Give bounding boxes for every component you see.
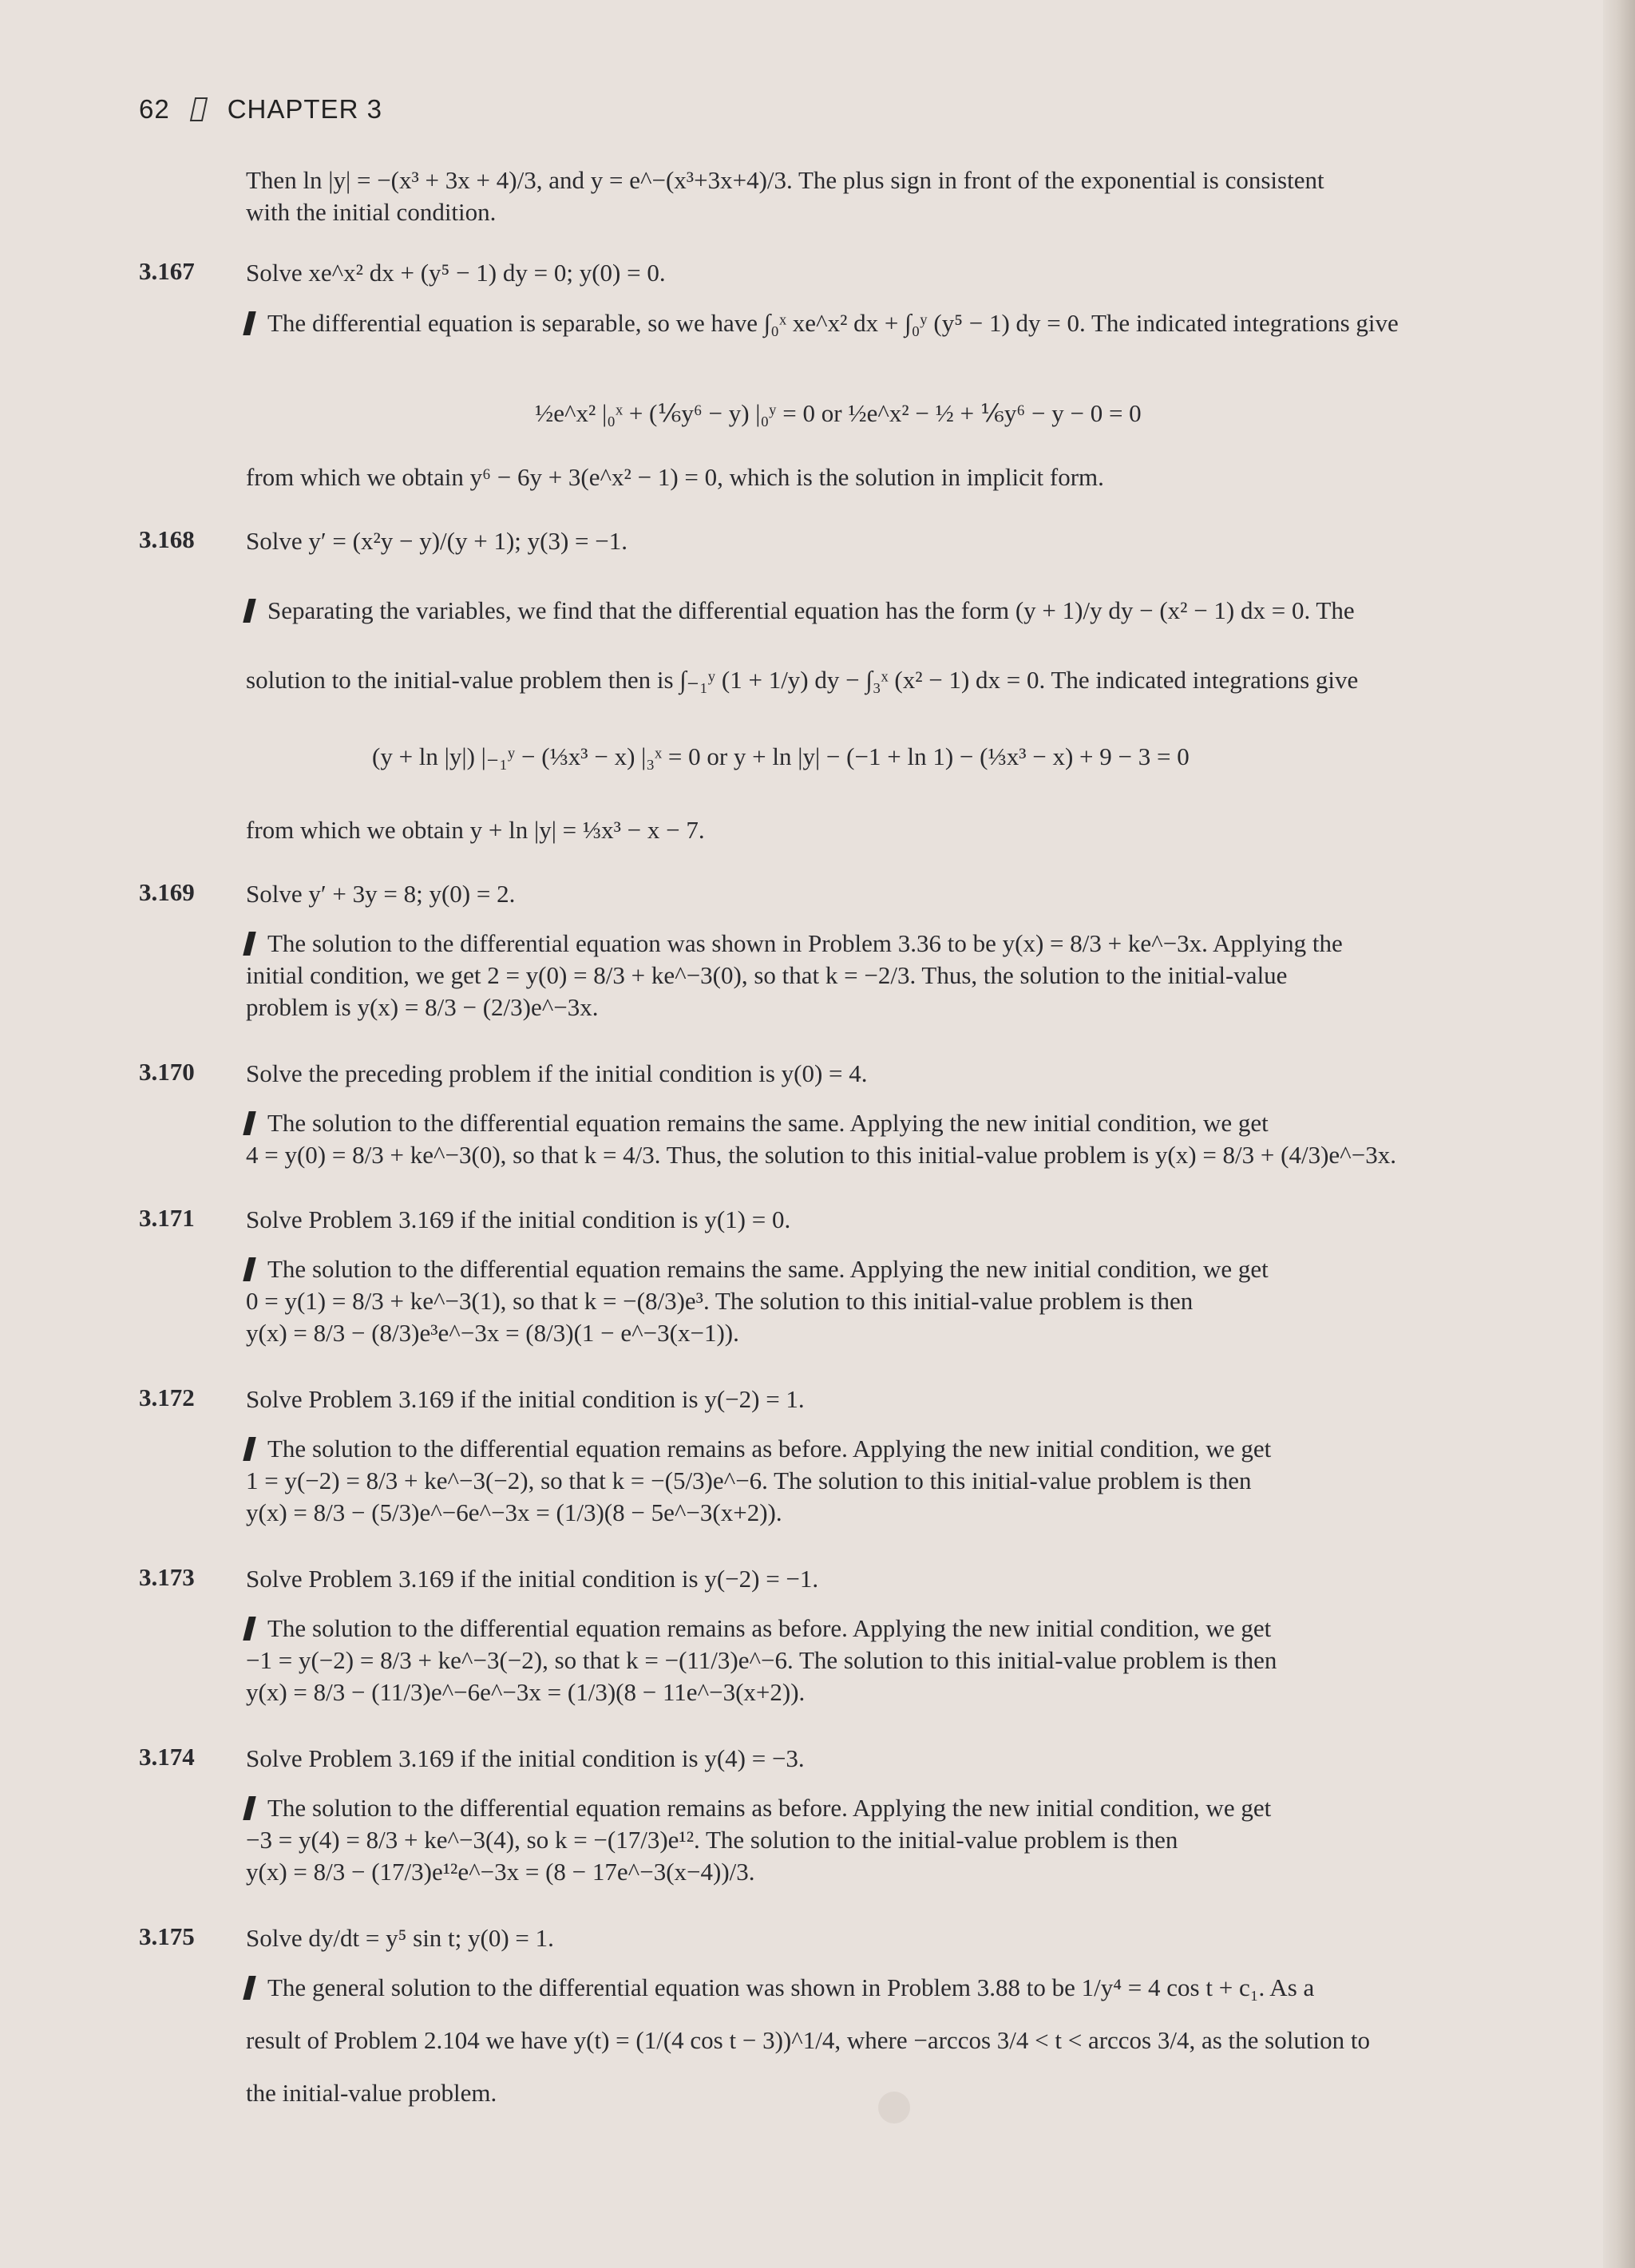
solution-text: from which we obtain y⁶ − 6y + 3(e^x² − 1) = 0, which is the solution in implicit form. [246, 463, 1104, 491]
problem-statement: Solve xe^x² dx + (y⁵ − 1) dy = 0; y(0) = 0. [246, 259, 666, 287]
solution-text: from which we obtain y + ln |y| = ⅓x³ − x − 7. [246, 816, 705, 844]
problem-number: 3.167 [139, 257, 195, 285]
solution-text: Separating the variables, we find that the differential equation has the form (y + 1)/y dy − (x² − 1) dx = 0. The [246, 595, 1555, 627]
header-separator-icon [190, 97, 208, 121]
solution-text: The solution to the differential equation remains as before. Applying the new initial condition, we get 1 = y(−2) = 8/3 + ke^−3(−2), so that k = −(5/3)e^−6. The solution to this initial-value problem is then y(x) = 8/3 − (5/3)e^−6e^−3x = (1/3)(8 − 5e^−3(x+2)). [246, 1433, 1555, 1529]
solution-text: The solution to the differential equation was shown in Problem 3.36 to be y(x) = 8/3 + ke^−3x. Applying the initial condition, we get 2 = y(0) = 8/3 + ke^−3(0), so that k = −2/3. Thus, the solution to the initial-value problem is y(x) = 8/3 − (2/3)e^−3x. [246, 928, 1555, 1023]
problem-number: 3.170 [139, 1058, 195, 1086]
solution-marker-icon [243, 1111, 255, 1135]
solution-text: The general solution to the differential equation was shown in Problem 3.88 to be 1/y⁴ = 4 cos t + c₁. As a result of Problem 2.104 we have y(t) = (1/(4 cos t − 3))^1/4, where −arccos 3/4 < t < arccos 3/4, as the solution to the initial-value problem. [246, 1972, 1555, 2109]
solution-text: The solution to the differential equation remains as before. Applying the new initial condition, we get −1 = y(−2) = 8/3 + ke^−3(−2), so that k = −(11/3)e^−6. The solution to this initial-value problem is then y(x) = 8/3 − (11/3)e^−6e^−3x = (1/3)(8 − 11e^−3(x+2)). [246, 1613, 1555, 1708]
problem-statement: Solve dy/dt = y⁵ sin t; y(0) = 1. [246, 1924, 554, 1952]
page-number: 62 [139, 94, 170, 124]
solution-text: The differential equation is separable, so we have ∫₀ˣ xe^x² dx + ∫₀ʸ (y⁵ − 1) dy = 0. The indicated integrations give [246, 307, 1555, 339]
solution-marker-icon [243, 599, 255, 623]
solution-marker-icon [243, 1796, 255, 1820]
solution-text: The solution to the differential equation remains as before. Applying the new initial condition, we get −3 = y(4) = 8/3 + ke^−3(4), so k = −(17/3)e¹². The solution to the initial-value problem is then y(x) = 8/3 − (17/3)e¹²e^−3x = (8 − 17e^−3(x−4))/3. [246, 1792, 1555, 1888]
solution-marker-icon [243, 1976, 255, 2000]
solution-marker-icon [243, 311, 255, 335]
problem-number: 3.169 [139, 878, 195, 906]
problem-statement: Solve Problem 3.169 if the initial condition is y(4) = −3. [246, 1744, 805, 1772]
problem-statement: Solve Problem 3.169 if the initial condition is y(−2) = −1. [246, 1565, 819, 1593]
page-edge-shadow [1603, 0, 1635, 2268]
problem-statement: Solve the preceding problem if the initial condition is y(0) = 4. [246, 1059, 868, 1087]
chapter-title: CHAPTER 3 [227, 94, 382, 124]
problem-statement: Solve Problem 3.169 if the initial condition is y(−2) = 1. [246, 1385, 805, 1413]
problem-number: 3.171 [139, 1204, 195, 1232]
problem-number: 3.173 [139, 1563, 195, 1591]
display-equation: (y + ln |y|) |₋₁ʸ − (⅓x³ − x) |₃ˣ = 0 or y + ln |y| − (−1 + ln 1) − (⅓x³ − x) + 9 − 3 = 0 [372, 742, 1190, 770]
problem-statement: Solve y′ + 3y = 8; y(0) = 2. [246, 880, 516, 908]
solution-marker-icon [243, 1437, 255, 1461]
problem-number: 3.168 [139, 525, 195, 553]
solution-marker-icon [243, 1257, 255, 1281]
solution-text: solution to the initial-value problem then is ∫₋₁ʸ (1 + 1/y) dy − ∫₃ˣ (x² − 1) dx = 0. The indicated integrations give [246, 666, 1359, 694]
problem-number: 3.174 [139, 1743, 195, 1771]
problem-number: 3.172 [139, 1383, 195, 1411]
problem-statement: Solve Problem 3.169 if the initial condition is y(1) = 0. [246, 1205, 791, 1233]
problem-number: 3.175 [139, 1922, 195, 1950]
running-header [139, 94, 405, 125]
solution-marker-icon [243, 932, 255, 956]
problem-statement: Solve y′ = (x²y − y)/(y + 1); y(3) = −1. [246, 527, 628, 555]
solution-text: The solution to the differential equation remains the same. Applying the new initial condition, we get 4 = y(0) = 8/3 + ke^−3(0), so that k = 4/3. Thus, the solution to this initial-value problem is y(x) = 8/3 + (4/3)e^−3x. [246, 1107, 1555, 1171]
intro-text: Then ln |y| = −(x³ + 3x + 4)/3, and y = e^−(x³+3x+4)/3. The plus sign in front of the exponential is consistent with the initial condition. [246, 166, 1324, 226]
display-equation: ½e^x² |₀ˣ + (⅙y⁶ − y) |₀ʸ = 0 or ½e^x² − ½ + ⅙y⁶ − y − 0 = 0 [535, 399, 1142, 427]
solution-marker-icon [243, 1617, 255, 1641]
solution-text: The solution to the differential equation remains the same. Applying the new initial condition, we get 0 = y(1) = 8/3 + ke^−3(1), so that k = −(8/3)e³. The solution to this initial-value problem is then y(x) = 8/3 − (8/3)e³e^−3x = (8/3)(1 − e^−3(x−1)). [246, 1253, 1555, 1349]
